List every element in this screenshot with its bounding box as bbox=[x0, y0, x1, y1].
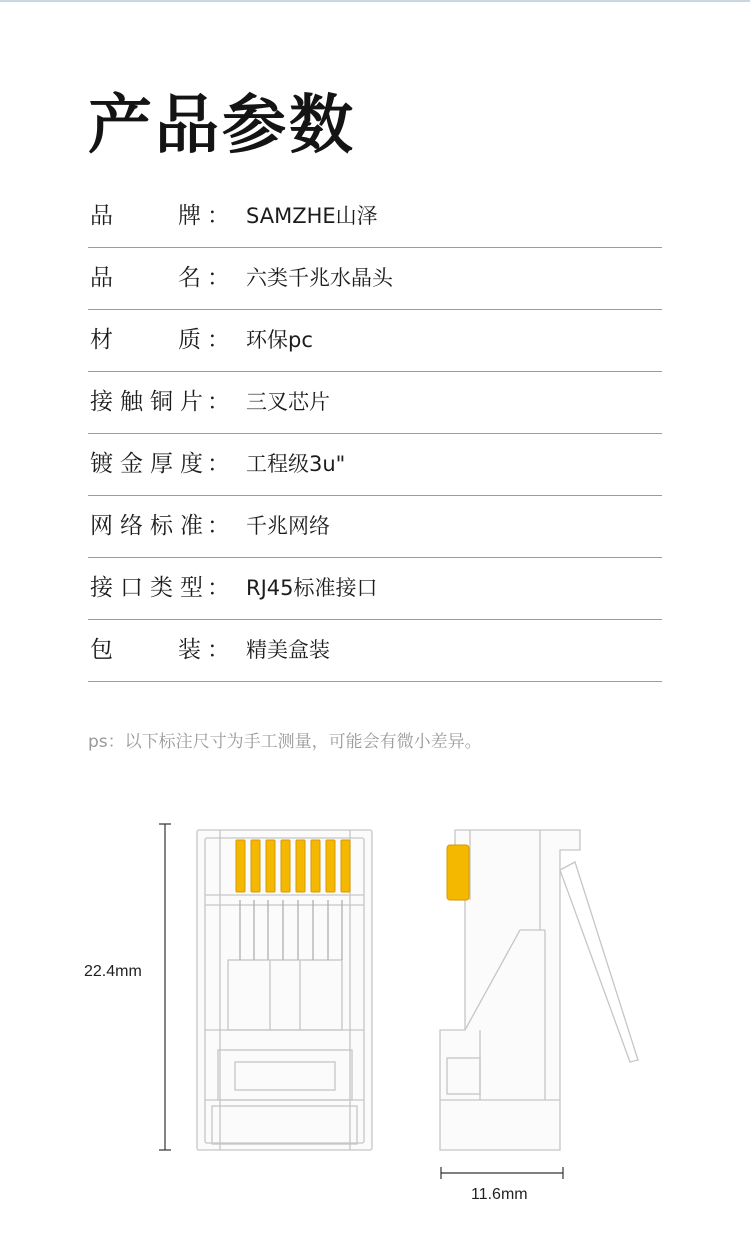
spec-row bbox=[88, 620, 662, 682]
spec-row bbox=[88, 186, 662, 248]
spec-value: 工程级3u" bbox=[246, 452, 346, 476]
spec-row bbox=[88, 434, 662, 496]
spec-label: 接 口 类 型 ： bbox=[90, 575, 230, 601]
spec-row bbox=[88, 372, 662, 434]
measurement-note: ps：以下标注尺寸为手工测量，可能会有微小差异。 bbox=[88, 732, 482, 752]
spec-row bbox=[88, 558, 662, 620]
width-dimension-line bbox=[441, 1167, 563, 1179]
spec-row bbox=[88, 310, 662, 372]
spec-label: 材 质 ： bbox=[90, 327, 230, 353]
spec-row bbox=[88, 248, 662, 310]
spec-label: 品 名 ： bbox=[90, 265, 230, 291]
spec-label: 接 触 铜 片 ： bbox=[90, 389, 230, 415]
top-divider bbox=[0, 0, 750, 2]
spec-label: 品 牌 ： bbox=[90, 203, 230, 229]
width-dimension-label: 11.6mm bbox=[471, 1186, 528, 1203]
height-dimension-line bbox=[159, 824, 171, 1150]
connector-figure bbox=[0, 800, 750, 1220]
page-title: 产品参数 bbox=[88, 89, 356, 163]
spec-row bbox=[88, 496, 662, 558]
height-dimension-label: 22.4mm bbox=[84, 963, 142, 980]
spec-value: 精美盒装 bbox=[246, 638, 330, 662]
spec-value: 六类千兆水晶头 bbox=[246, 266, 393, 290]
spec-value: 千兆网络 bbox=[246, 514, 330, 538]
spec-label: 镀 金 厚 度 ： bbox=[90, 451, 230, 477]
spec-value: RJ45标准接口 bbox=[246, 576, 378, 600]
side-gold-contact bbox=[447, 845, 469, 900]
spec-table bbox=[88, 186, 662, 682]
spec-value: 三叉芯片 bbox=[246, 390, 330, 414]
spec-value: 环保pc bbox=[246, 328, 313, 352]
spec-label: 包 装 ： bbox=[90, 637, 230, 663]
spec-label: 网 络 标 准 ： bbox=[90, 513, 230, 539]
connector-side-view bbox=[440, 830, 638, 1150]
spec-value: SAMZHE山泽 bbox=[246, 204, 378, 228]
